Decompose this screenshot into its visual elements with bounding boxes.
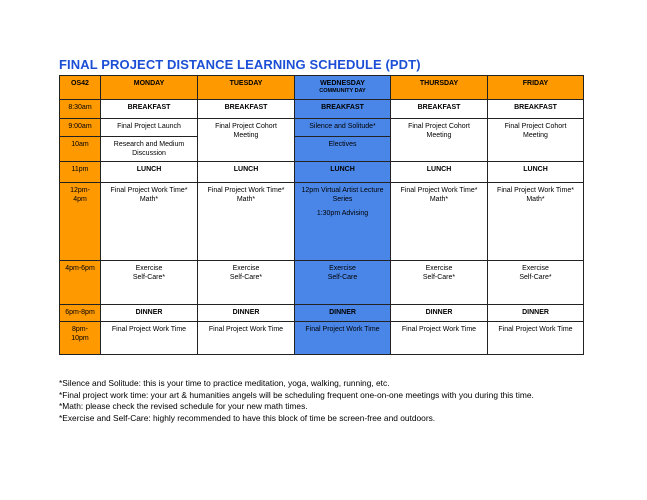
schedule-cell: BREAKFAST [295, 100, 391, 119]
schedule-cell: BREAKFAST [488, 100, 584, 119]
schedule-cell: Final Project Work Time [198, 322, 295, 355]
time-cell: 8:30am [60, 100, 101, 119]
cell-line: Exercise [135, 265, 163, 272]
footnote: *Final project work time: your art & humanities angels will be scheduling frequent one-on-one meetings with you during this time. [59, 389, 534, 400]
schedule-cell: LUNCH [391, 162, 488, 183]
footnote: *Silence and Solitude: this is your time to practice meditation, yoga, walking, running, etc. [59, 378, 390, 388]
schedule-cell: Final Project Work Time [101, 322, 198, 355]
schedule-cell [198, 183, 295, 261]
day-header-tuesday: TUESDAY [198, 76, 295, 100]
schedule-cell: BREAKFAST [391, 100, 488, 119]
table-row [60, 305, 584, 322]
cell-line: Exercise [232, 265, 260, 272]
day-header-monday: MONDAY [101, 76, 198, 100]
cell-line: Final Project Work Time* [110, 187, 188, 194]
schedule-cell: BREAKFAST [101, 100, 198, 119]
cell-line: Exercise [329, 265, 356, 272]
table-row [60, 162, 584, 183]
cell-line: Math* [526, 196, 545, 203]
table-row [60, 261, 584, 305]
schedule-cell: LUNCH [295, 162, 391, 183]
cell-line: Final Project Work Time* [497, 187, 574, 194]
schedule-cell: Silence and Solitude* [295, 119, 391, 137]
community-day-label: COMMUNITY DAY [319, 88, 366, 94]
cell-line: Self-Care* [132, 274, 166, 281]
schedule-cell: LUNCH [488, 162, 584, 183]
time-cell: 12pm-4pm [60, 183, 101, 261]
schedule-cell: Final Project Cohort Meeting [391, 119, 488, 162]
cell-line: Self-Care* [229, 274, 263, 281]
cell-line: 12pm Virtual Artist Lecture Series [301, 187, 384, 203]
cell-line: Math* [139, 196, 159, 203]
schedule-cell [391, 183, 488, 261]
cell-line: Math* [236, 196, 256, 203]
day-header-label: WEDNESDAY [320, 80, 365, 87]
cell-line: Final Project Work Time* [400, 187, 478, 194]
schedule-cell: DINNER [198, 305, 295, 322]
cell-line: Self-Care [327, 274, 358, 281]
day-header-friday: FRIDAY [488, 76, 584, 100]
schedule-table [59, 75, 584, 355]
schedule-cell: DINNER [101, 305, 198, 322]
schedule-cell: DINNER [295, 305, 391, 322]
day-header-thursday: THURSDAY [391, 76, 488, 100]
schedule-cell [101, 261, 198, 305]
cell-line: Exercise [425, 265, 453, 272]
footnote: *Exercise and Self-Care: highly recommended to have this block of time be screen-free and outdoors. [59, 412, 436, 423]
table-row [60, 119, 584, 137]
header-row [60, 76, 584, 100]
schedule-cell: Final Project Work Time [295, 322, 391, 355]
table-row [60, 100, 584, 119]
cell-line: Final Project Work Time* [207, 187, 285, 194]
time-cell: 8pm-10pm [60, 322, 101, 355]
schedule-cell: Electives [295, 137, 391, 162]
time-cell: 6pm-8pm [60, 305, 101, 322]
schedule-cell: DINNER [391, 305, 488, 322]
schedule-cell [198, 261, 295, 305]
schedule-cell: Final Project Work Time [488, 322, 584, 355]
schedule-cell: Research and Medium Discussion [101, 137, 198, 162]
time-cell: 4pm-6pm [60, 261, 101, 305]
schedule-cell: DINNER [488, 305, 584, 322]
table-row [60, 322, 584, 355]
cohort-label: OS42 [60, 76, 101, 100]
schedule-cell: BREAKFAST [198, 100, 295, 119]
schedule-cell [101, 183, 198, 261]
footnotes [59, 378, 534, 424]
cell-line: Self-Care* [519, 274, 552, 281]
table-row [60, 183, 584, 261]
time-cell: 9:00am [60, 119, 101, 137]
schedule-cell: Final Project Work Time [391, 322, 488, 355]
page-title: FINAL PROJECT DISTANCE LEARNING SCHEDULE (PDT) [59, 57, 421, 72]
time-cell: 11pm [60, 162, 101, 183]
time-cell: 10am [60, 137, 101, 162]
schedule-cell: LUNCH [101, 162, 198, 183]
schedule-cell [391, 261, 488, 305]
schedule-cell [295, 261, 391, 305]
schedule-cell: LUNCH [198, 162, 295, 183]
cell-line: 1:30pm Advising [316, 210, 369, 217]
schedule-cell [295, 183, 391, 261]
cell-line: Exercise [522, 265, 549, 272]
day-header-wednesday [295, 76, 391, 100]
schedule-cell: Final Project Cohort Meeting [488, 119, 584, 162]
schedule-cell: Final Project Launch [101, 119, 198, 137]
cell-line: Math* [429, 196, 449, 203]
schedule-cell: Final Project Cohort Meeting [198, 119, 295, 162]
cell-line: Self-Care* [422, 274, 456, 281]
schedule-cell [488, 261, 584, 305]
schedule-cell [488, 183, 584, 261]
footnote: *Math: please check the revised schedule for your new math times. [59, 401, 308, 411]
